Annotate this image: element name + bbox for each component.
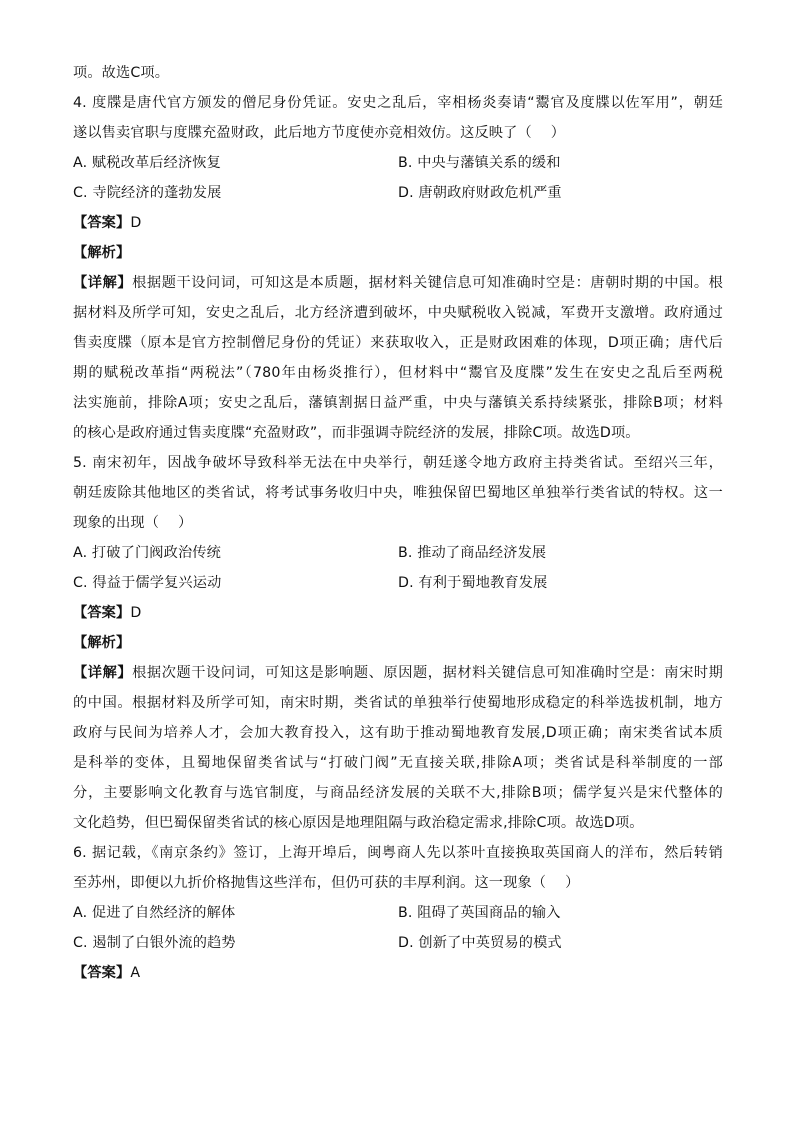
q5-stem-line-1: 5. 南宋初年，因战争破坏导致科举无法在中央举行，朝廷遂令地方政府主持类省试。至绍兴三年， bbox=[73, 455, 723, 471]
q6-answer-value: A bbox=[130, 965, 141, 981]
q6-stem-line-1: 6. 据记载，《南京条约》签订，上海开埠后，闽粤商人先以茶叶直接换取英国商人的洋布，然后转销 bbox=[73, 845, 723, 861]
q4-option-b: B. 中央与藩镇关系的缓和 bbox=[398, 155, 561, 171]
q5-detail-line-6: 文化趋势，但巴蜀保留类省试的核心原因是地理阻隔与政治稳定需求,排除C项。故选D项。 bbox=[73, 815, 644, 831]
q5-option-b: B. 推动了商品经济发展 bbox=[398, 545, 547, 561]
q5-detail-line-4: 是科举的变体，且蜀地保留类省试与“打破门阀”无直接关联,排除A项；类省试是科举制度的一部 bbox=[73, 755, 723, 771]
q4-options-row-2 bbox=[73, 183, 723, 203]
q5-detail-line-3: 政府与民间为培养人才，会加大教育投入，这有助于推动蜀地教育发展,D项正确；南宋类省试本质 bbox=[73, 725, 723, 741]
q4-detail-label: 【详解】 bbox=[73, 275, 133, 291]
q4-detail-line-6: 的核心是政府通过售卖度牒“充盈财政”，而非强调寺院经济的发展，排除C项。故选D项。 bbox=[73, 425, 640, 441]
q5-detail-line-1 bbox=[73, 663, 723, 683]
q4-stem-line-2: 遂以售卖官职与度牒充盈财政，此后地方节度使亦竞相效仿。这反映了（ ） bbox=[73, 125, 566, 141]
q6-option-b: B. 阻碍了英国商品的输入 bbox=[398, 905, 561, 921]
q4-option-d: D. 唐朝政府财政危机严重 bbox=[398, 185, 562, 201]
q6-answer bbox=[73, 963, 723, 983]
q5-options-row-2 bbox=[73, 573, 723, 593]
q4-stem-line-1: 4. 度牒是唐代官方颁发的僧尼身份凭证。安史之乱后，宰相杨炎奏请“鬻官及度牒以佐军用”，朝廷 bbox=[73, 95, 723, 111]
q6-options-row-2 bbox=[73, 933, 723, 953]
q5-answer-label: 【答案】 bbox=[73, 605, 131, 621]
q4-detail-line-4: 期的赋税改革指“两税法”（780年由杨炎推行），但材料中“鬻官及度牒”发生在安史之乱后至两税 bbox=[73, 365, 723, 381]
q4-option-c: C. 寺院经济的蓬勃发展 bbox=[73, 185, 222, 201]
q5-detail-label: 【详解】 bbox=[73, 665, 133, 681]
q6-options-row-1 bbox=[73, 903, 723, 923]
q6-option-d: D. 创新了中英贸易的模式 bbox=[398, 935, 562, 951]
q4-detail-line-1 bbox=[73, 273, 723, 293]
q5-answer-value: D bbox=[130, 605, 142, 621]
q5-stem-line-2: 朝廷废除其他地区的类省试，将考试事务收归中央，唯独保留巴蜀地区单独举行类省试的特权。这一 bbox=[73, 485, 723, 501]
q4-answer-value: D bbox=[130, 215, 142, 231]
q4-answer bbox=[73, 213, 723, 233]
q6-stem-line-2: 至苏州，即便以九折价格抛售这些洋布，但仍可获的丰厚利润。这一现象（ ） bbox=[73, 875, 580, 891]
q4-detail-text-1: 根据题干设问词，可知这是本质题，据材料关键信息可知准确时空是：唐朝时期的中国。根 bbox=[132, 275, 723, 291]
q6-option-c: C. 遏制了白银外流的趋势 bbox=[73, 935, 236, 951]
q5-detail-line-2: 的中国。根据材料及所学可知，南宋时期，类省试的单独举行使蜀地形成稳定的科举选拔机制，地方 bbox=[73, 695, 723, 711]
previous-answer-tail: 项。故选C项。 bbox=[73, 65, 170, 81]
q5-detail-line-5: 分，主要影响文化教育与选官制度，与商品经济发展的关联不大,排除B项；儒学复兴是宋代整体的 bbox=[73, 785, 723, 801]
q4-answer-label: 【答案】 bbox=[73, 215, 131, 231]
q4-detail-line-3: 售卖度牒（原本是官方控制僧尼身份的凭证）来获取收入，正是财政困难的体现，D项正确；唐代后 bbox=[73, 335, 723, 351]
q4-options-row-1 bbox=[73, 153, 723, 173]
q5-detail-text-1: 根据次题干设问词，可知这是影响题、原因题，据材料关键信息可知准确时空是：南宋时期 bbox=[132, 665, 723, 681]
q4-detail-line-2: 据材料及所学可知，安史之乱后，北方经济遭到破坏，中央赋税收入锐减，军费开支激增。政府通过 bbox=[73, 305, 723, 321]
q6-option-a: A. 促进了自然经济的解体 bbox=[73, 905, 236, 921]
q4-option-a: A. 赋税改革后经济恢复 bbox=[73, 155, 221, 171]
q4-analysis-label: 【解析】 bbox=[73, 245, 131, 261]
q5-answer bbox=[73, 603, 723, 623]
q5-option-d: D. 有利于蜀地教育发展 bbox=[398, 575, 548, 591]
q5-option-a: A. 打破了门阀政治传统 bbox=[73, 545, 221, 561]
document-page bbox=[73, 63, 723, 993]
q5-option-c: C. 得益于儒学复兴运动 bbox=[73, 575, 222, 591]
q6-answer-label: 【答案】 bbox=[73, 965, 131, 981]
q5-options-row-1 bbox=[73, 543, 723, 563]
q5-analysis-label: 【解析】 bbox=[73, 635, 131, 651]
q5-stem-line-3: 现象的出现（ ） bbox=[73, 515, 193, 531]
q4-detail-line-5: 法实施前，排除A项；安史之乱后，藩镇割据日益严重，中央与藩镇关系持续紧张，排除B项；材料 bbox=[73, 395, 723, 411]
